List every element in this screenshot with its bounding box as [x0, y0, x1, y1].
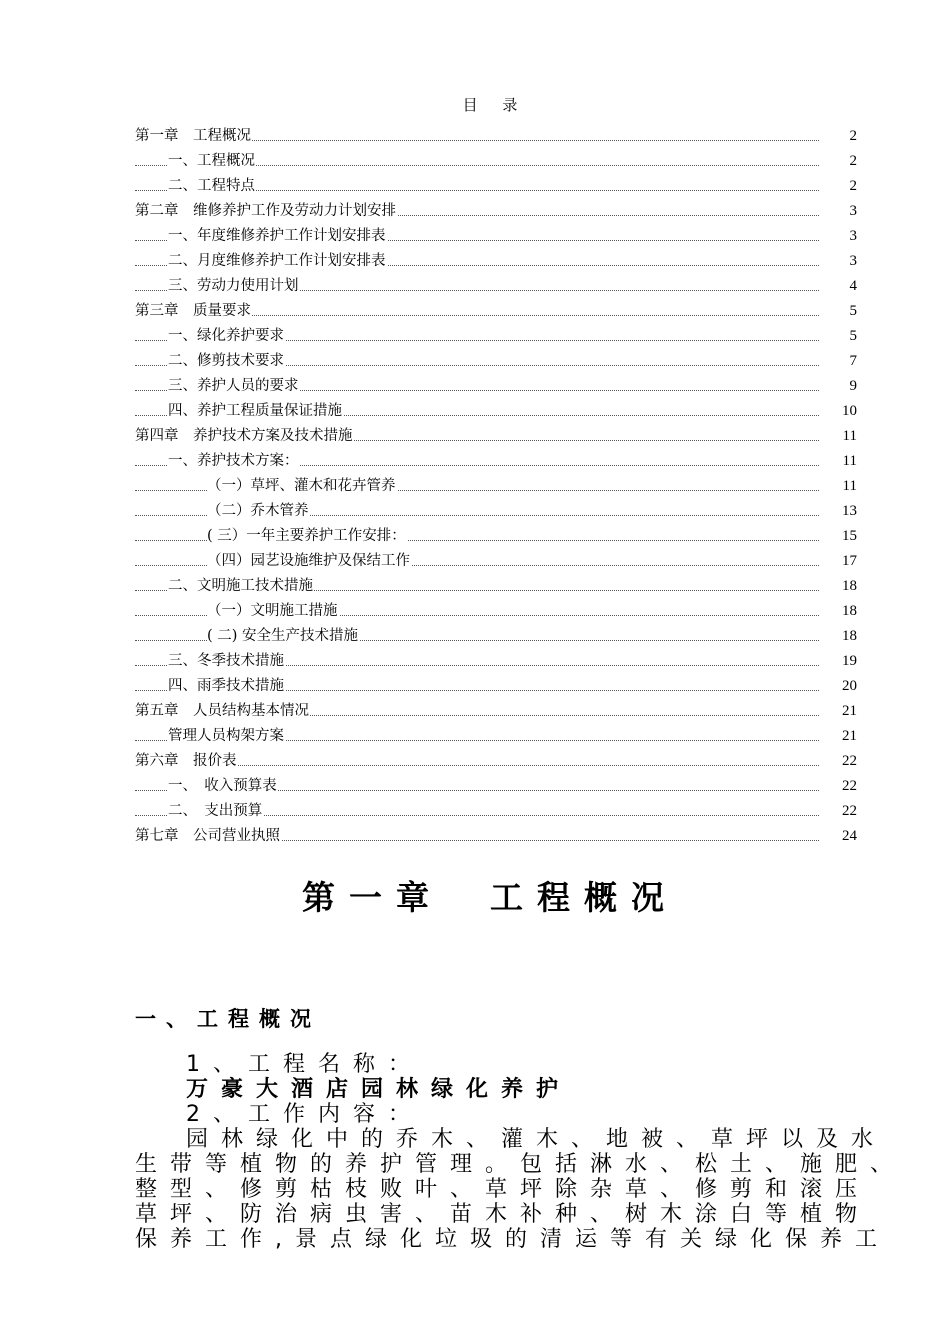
toc-entry-text: ( 三）一年主要养护工作安排：: [207, 524, 407, 549]
toc-entry[interactable]: [135, 824, 857, 849]
toc-entry-text: 一、绿化养护要求: [168, 324, 285, 349]
toc-entry-page: 11: [821, 474, 857, 499]
toc-entry[interactable]: [135, 599, 857, 624]
toc-entry-text: 一、养护技术方案：: [168, 449, 300, 474]
toc-entry-page: 24: [821, 824, 857, 849]
toc-entry-text: 第三章 质量要求: [135, 299, 252, 324]
table-of-contents: [135, 124, 857, 849]
toc-entry-page: 18: [821, 599, 857, 624]
toc-entry-page: 22: [821, 749, 857, 774]
toc-entry-page: 21: [821, 724, 857, 749]
toc-entry-text: 二、文明施工技术措施: [168, 574, 314, 599]
toc-entry-page: 3: [821, 249, 857, 274]
toc-entry-page: 17: [821, 549, 857, 574]
project-name-label: 1、工程名称：: [186, 1052, 423, 1077]
toc-entry-text: 二、修剪技术要求: [168, 349, 285, 374]
toc-entry-page: 19: [821, 649, 857, 674]
toc-entry-page: 22: [821, 799, 857, 824]
toc-entry-page: 5: [821, 299, 857, 324]
toc-entry-page: 3: [821, 224, 857, 249]
toc-entry-text: 第二章 维修养护工作及劳动力计划安排: [135, 199, 397, 224]
toc-entry-page: 13: [821, 499, 857, 524]
toc-entry[interactable]: [135, 424, 857, 449]
toc-entry[interactable]: [135, 674, 857, 699]
toc-entry-text: 四、雨季技术措施: [168, 674, 285, 699]
toc-entry-page: 20: [821, 674, 857, 699]
toc-entry-page: 22: [821, 774, 857, 799]
toc-entry[interactable]: [135, 474, 857, 499]
toc-entry[interactable]: [135, 524, 857, 549]
toc-entry-page: 11: [821, 449, 857, 474]
toc-entry[interactable]: [135, 274, 857, 299]
work-content-line: 保养工作,景点绿化垃圾的清运等有关绿化保养工: [135, 1227, 890, 1252]
toc-entry[interactable]: [135, 374, 857, 399]
toc-entry-text: 四、养护工程质量保证措施: [168, 399, 343, 424]
toc-entry-page: 9: [821, 374, 857, 399]
toc-entry[interactable]: [135, 499, 857, 524]
toc-entry-text: 第六章 报价表: [135, 749, 238, 774]
toc-entry-page: 2: [821, 174, 857, 199]
work-content-label: 2、工作内容：: [186, 1102, 423, 1127]
toc-entry-text: 一、 收入预算表: [168, 774, 278, 799]
toc-leader-dots: [135, 765, 819, 766]
toc-entry[interactable]: [135, 799, 857, 824]
toc-entry-page: 11: [821, 424, 857, 449]
toc-entry[interactable]: [135, 399, 857, 424]
toc-entry-page: 21: [821, 699, 857, 724]
toc-entry[interactable]: [135, 774, 857, 799]
project-name-value: 万豪大酒店园林绿化养护: [186, 1077, 572, 1102]
work-content-line: 生带等植物的养护管理。包括淋水、松土、施肥、: [135, 1152, 906, 1177]
toc-entry-text: ( 二) 安全生产技术措施: [207, 624, 359, 649]
chapter-body: [135, 1052, 906, 1252]
toc-entry[interactable]: [135, 449, 857, 474]
toc-entry[interactable]: [135, 624, 857, 649]
section-heading: 一、工程概况: [135, 1007, 321, 1031]
toc-entry[interactable]: [135, 349, 857, 374]
toc-entry[interactable]: [135, 699, 857, 724]
toc-entry-text: 二、月度维修养护工作计划安排表: [168, 249, 387, 274]
toc-entry-page: 2: [821, 124, 857, 149]
toc-entry-page: 7: [821, 349, 857, 374]
toc-entry-text: 三、劳动力使用计划: [168, 274, 300, 299]
toc-entry-text: 第七章 公司营业执照: [135, 824, 281, 849]
toc-entry-text: （四）园艺设施维护及保结工作: [207, 549, 411, 574]
toc-entry-page: 18: [821, 574, 857, 599]
toc-entry[interactable]: [135, 299, 857, 324]
toc-entry[interactable]: [135, 549, 857, 574]
toc-entry-text: 三、冬季技术措施: [168, 649, 285, 674]
toc-entry-page: 15: [821, 524, 857, 549]
toc-entry-page: 4: [821, 274, 857, 299]
work-content-line: 草坪、防治病虫害、苗木补种、树木涂白等植物: [135, 1202, 871, 1227]
toc-entry[interactable]: [135, 724, 857, 749]
toc-entry-page: 2: [821, 149, 857, 174]
toc-entry-text: 管理人员构架方案: [168, 724, 285, 749]
toc-entry-text: 一、年度维修养护工作计划安排表: [168, 224, 387, 249]
toc-entry-text: （一）文明施工措施: [207, 599, 339, 624]
toc-entry-text: （二）乔木管养: [207, 499, 310, 524]
toc-entry[interactable]: [135, 149, 857, 174]
work-content-line: 园林绿化中的乔木、灌木、地被、草坪以及水: [186, 1127, 887, 1152]
toc-entry-text: 第五章 人员结构基本情况: [135, 699, 310, 724]
toc-entry[interactable]: [135, 324, 857, 349]
toc-title: 目 录: [462, 96, 528, 114]
toc-entry-page: 10: [821, 399, 857, 424]
chapter-heading: 第一章 工程概况: [302, 878, 678, 917]
toc-entry-text: （一）草坪、灌木和花卉管养: [207, 474, 397, 499]
work-content-line: 整型、修剪枯枝败叶、草坪除杂草、修剪和滚压: [135, 1177, 871, 1202]
toc-entry[interactable]: [135, 249, 857, 274]
toc-entry-text: 三、养护人员的要求: [168, 374, 300, 399]
toc-entry[interactable]: [135, 124, 857, 149]
toc-entry-text: 第一章 工程概况: [135, 124, 252, 149]
toc-entry[interactable]: [135, 224, 857, 249]
toc-entry-page: 18: [821, 624, 857, 649]
toc-entry-text: 第四章 养护技术方案及技术措施: [135, 424, 354, 449]
toc-entry-page: 5: [821, 324, 857, 349]
toc-entry-text: 二、工程特点: [168, 174, 256, 199]
toc-entry-text: 二、 支出预算: [168, 799, 263, 824]
toc-entry[interactable]: [135, 749, 857, 774]
toc-entry[interactable]: [135, 174, 857, 199]
toc-entry[interactable]: [135, 649, 857, 674]
toc-entry[interactable]: [135, 574, 857, 599]
toc-entry-page: 3: [821, 199, 857, 224]
toc-entry-text: 一、工程概况: [168, 149, 256, 174]
toc-entry[interactable]: [135, 199, 857, 224]
